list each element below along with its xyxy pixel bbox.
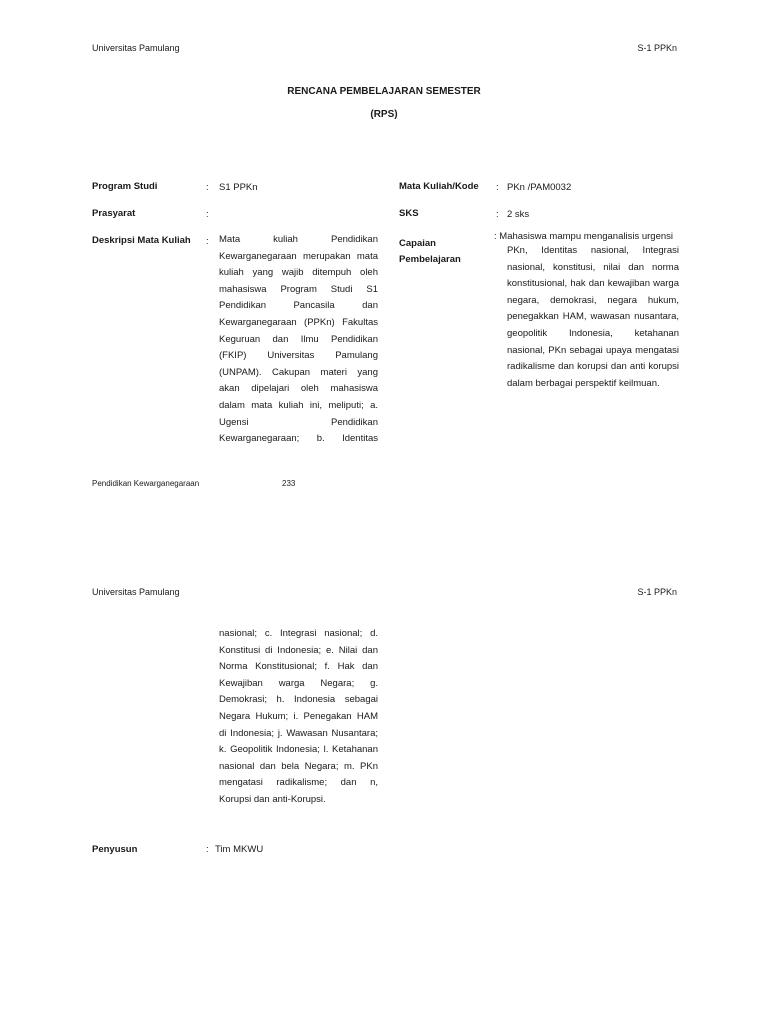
deskripsi-line: nasional dan bela Negara; m. PKn <box>219 760 378 772</box>
program-studi-colon: : <box>206 182 209 193</box>
capaian-label <box>399 236 461 268</box>
deskripsi-line: Konstitusi di Indonesia; e. Nilai dan <box>219 644 378 656</box>
capaian-line: PKn, Identitas nasional, Integrasi <box>507 245 679 256</box>
capaian-label-line-2: Pembelajaran <box>399 254 461 265</box>
deskripsi-line: Kewarganegaraan; b. Identitas <box>219 433 378 445</box>
penyusun-value: Tim MKWU <box>215 844 264 855</box>
deskripsi-line: nasional; c. Integrasi nasional; d. <box>219 628 378 639</box>
page-number: 233 <box>282 479 296 488</box>
mata-kuliah-kode-colon: : <box>496 182 499 193</box>
document-title: RENCANA PEMBELAJARAN SEMESTER <box>287 86 481 97</box>
page-header-program: S-1 PPKn <box>637 587 677 597</box>
deskripsi-line: Korupsi dan anti-Korupsi. <box>219 793 326 805</box>
deskripsi-line: Kewarganegaraan (PPKn) Fakultas <box>219 316 378 328</box>
capaian-paragraph <box>507 243 679 392</box>
capaian-line: konstitusional, hak dan kewajiban warga <box>507 278 679 290</box>
page-footer-course: Pendidikan Kewarganegaraan <box>92 479 200 488</box>
deskripsi-line: Kewajiban warga Negara; g. <box>219 677 378 689</box>
deskripsi-line: dalam mata kuliah ini, meliputi; a. <box>219 399 378 411</box>
sks-label: SKS <box>399 208 419 219</box>
sks-colon: : <box>496 209 499 220</box>
deskripsi-label: Deskripsi Mata Kuliah <box>92 235 191 246</box>
deskripsi-line: Norma Konstitusional; f. Hak dan <box>219 661 378 673</box>
page-header-program: S-1 PPKn <box>637 43 677 53</box>
deskripsi-line: di Indonesia; j. Wawasan Nusantara; <box>219 727 378 739</box>
deskripsi-line: Kewarganegaraan merupakan mata <box>219 250 378 262</box>
deskripsi-line: (FKIP) Universitas Pamulang <box>219 350 378 362</box>
deskripsi-line: kuliah yang wajib ditempuh oleh <box>219 267 378 279</box>
prasyarat-colon: : <box>206 209 209 220</box>
page-header-university: Universitas Pamulang <box>92 43 180 53</box>
capaian-line: dalam berbagai perspektif keilmuan. <box>507 377 660 389</box>
deskripsi-line: (UNPAM). Cakupan materi yang <box>219 366 378 378</box>
mata-kuliah-kode-value: PKn /PAM0032 <box>507 182 572 193</box>
capaian-line: radikalisme dan korupsi dan anti korupsi <box>507 361 679 373</box>
prasyarat-label: Prasyarat <box>92 208 136 219</box>
deskripsi-line: Pendidikan Pancasila dan <box>219 300 378 312</box>
capaian-line: negara, demokrasi, negara hukum, <box>507 294 679 306</box>
capaian-label-line-1: Capaian <box>399 238 436 249</box>
document-subtitle: (RPS) <box>370 109 398 120</box>
deskripsi-line: k. Geopolitik Indonesia; l. Ketahanan <box>219 744 378 756</box>
deskripsi-line: akan dipelajari oleh mahasiswa <box>219 383 378 395</box>
deskripsi-colon: : <box>206 236 209 247</box>
deskripsi-line: Ugensi Pendidikan <box>219 416 378 428</box>
mata-kuliah-kode-label: Mata Kuliah/Kode <box>399 181 479 192</box>
capaian-line: geopolitik Indonesia, ketahanan <box>507 327 679 339</box>
capaian-line: nasional, konstitusi, nilai dan norma <box>507 261 679 273</box>
deskripsi-line: Negara Hukum; i. Penegakan HAM <box>219 710 378 722</box>
program-studi-label: Program Studi <box>92 181 158 192</box>
penyusun-colon: : <box>206 844 209 855</box>
capaian-line: penegakkan HAM, wawasan nusantara, <box>507 311 679 323</box>
sks-value: 2 sks <box>507 209 530 220</box>
deskripsi-line: Keguruan dan Ilmu Pendidikan <box>219 333 378 345</box>
deskripsi-line: mahasiswa Program Studi S1 <box>219 283 378 295</box>
deskripsi-line: Demokrasi; h. Indonesia sebagai <box>219 694 378 706</box>
penyusun-label: Penyusun <box>92 844 138 855</box>
capaian-first-line: : Mahasiswa mampu menganalisis urgensi <box>494 231 673 242</box>
deskripsi-line: mengatasi radikalisme; dan n, <box>219 777 378 789</box>
page-header-university: Universitas Pamulang <box>92 587 180 597</box>
deskripsi-continuation <box>219 626 378 809</box>
deskripsi-line: Mata kuliah Pendidikan <box>219 234 378 245</box>
capaian-line: nasional, PKn sebagai upaya mengatasi <box>507 344 679 356</box>
program-studi-value: S1 PPKn <box>219 182 258 193</box>
deskripsi-paragraph <box>219 232 378 448</box>
